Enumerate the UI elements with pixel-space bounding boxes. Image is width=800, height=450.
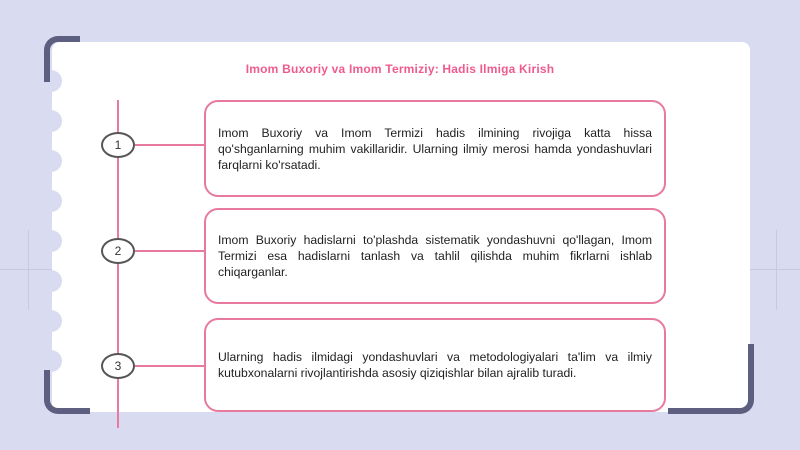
frame-bracket-bottom-left xyxy=(44,370,90,414)
step-box-2 xyxy=(204,208,666,304)
card-notch xyxy=(40,190,62,212)
step-marker-1: 1 xyxy=(101,132,135,158)
background-guide-line xyxy=(28,230,29,310)
slide-title: Imom Buxoriy va Imom Termiziy: Hadis Ilmiga Kirish xyxy=(245,62,555,76)
step-text-3: Ularning hadis ilmidagi yondashuvlari va metodologiyalari ta'lim va ilmiy kutubxonalarni rivojlantirishda asosiy qiziqishlar bilan ajralib turadi. xyxy=(218,350,652,380)
step-box-1 xyxy=(204,100,666,197)
step-connector-1 xyxy=(135,144,204,146)
card-notch xyxy=(40,310,62,332)
step-text-2: Imom Buxoriy hadislarni to'plashda sistematik yondashuvni qo'llagan, Imom Termizi esa hadislarni tanlash va tahlil qilishda muhim fikrlarni ishlab chiqarganlar. xyxy=(218,233,652,279)
card-notch xyxy=(40,350,62,372)
card-notch xyxy=(40,270,62,292)
card-notch xyxy=(40,150,62,172)
background-guide-line xyxy=(776,230,777,310)
step-text-1: Imom Buxoriy va Imom Termizi hadis ilmining rivojiga katta hissa qo'shganlarning muhim vakillaridir. Ularning ilmiy merosi hamda yondashuvlari farqlarni ko'rsatadi. xyxy=(218,125,652,172)
step-connector-3 xyxy=(135,365,204,367)
step-connector-2 xyxy=(135,250,204,252)
card-notch xyxy=(40,230,62,252)
step-marker-2: 2 xyxy=(101,238,135,264)
frame-bracket-bottom-right xyxy=(668,344,754,414)
step-marker-3: 3 xyxy=(101,353,135,379)
step-box-3 xyxy=(204,318,666,412)
card-notch xyxy=(40,110,62,132)
